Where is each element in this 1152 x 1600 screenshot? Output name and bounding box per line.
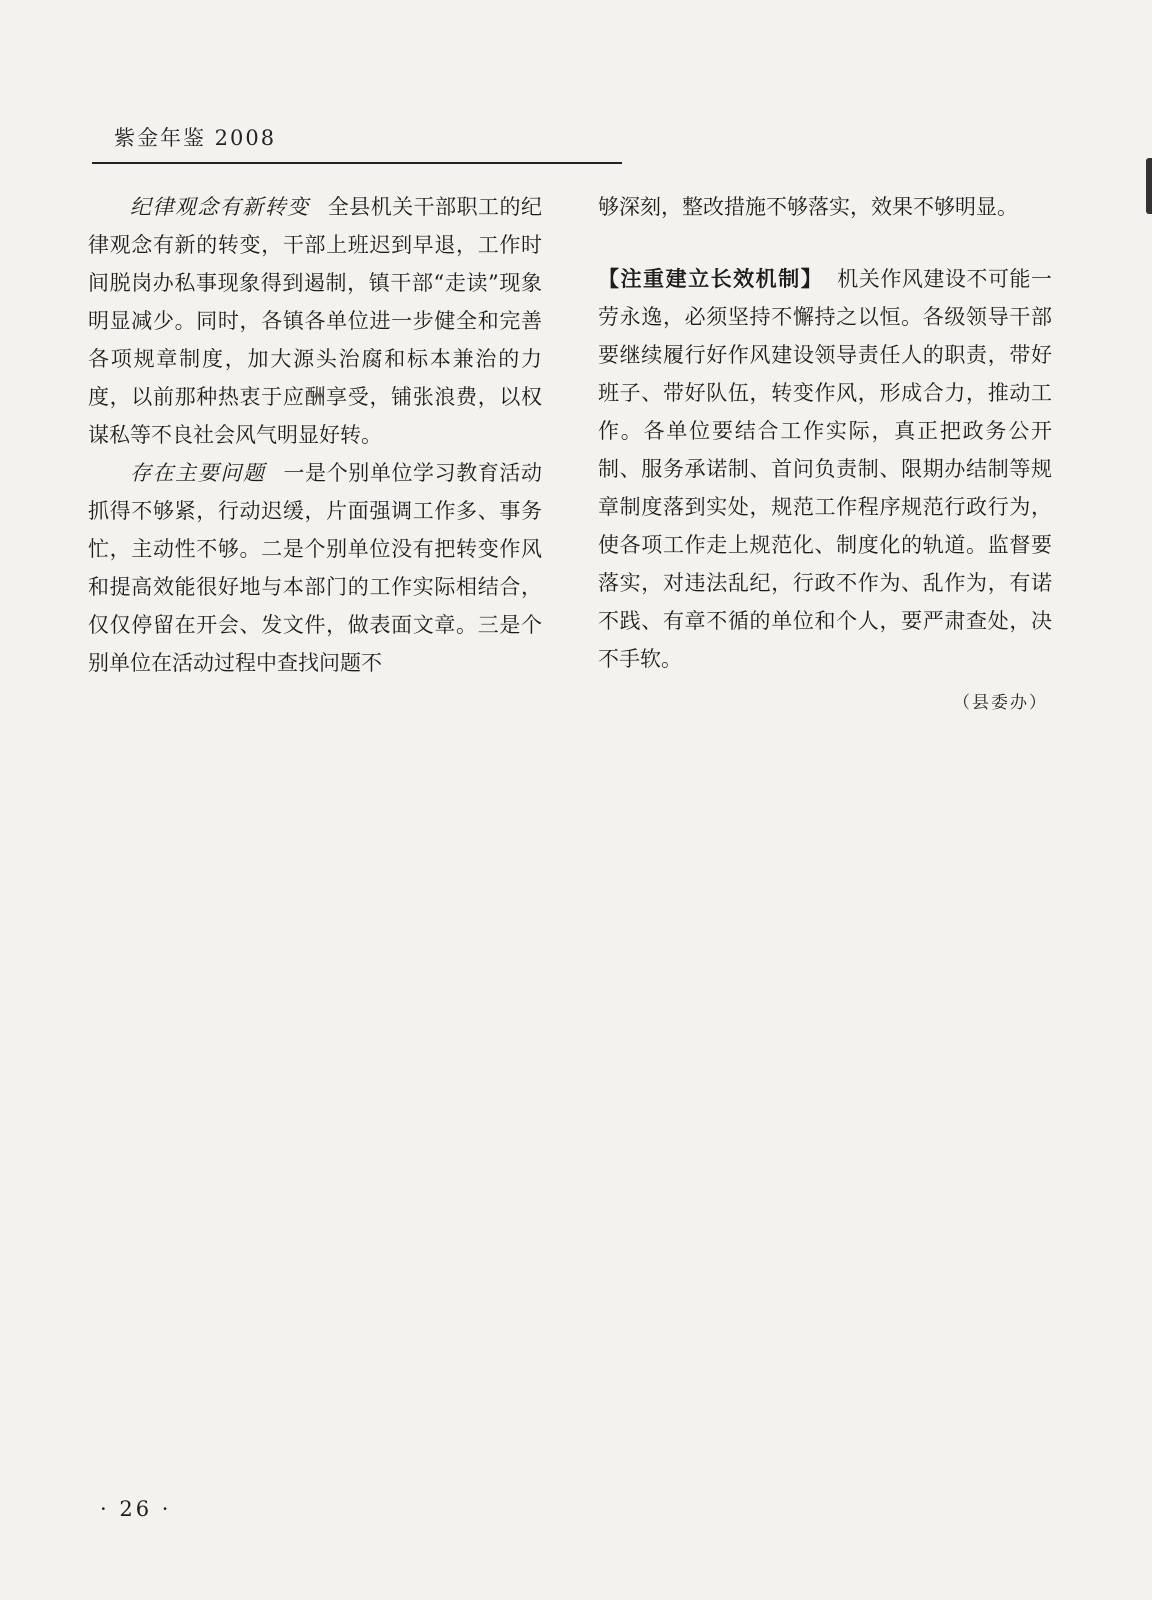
- section-heading-long-term-mechanism: 【注重建立长效机制】: [598, 267, 824, 291]
- right-column: [598, 188, 1052, 722]
- source-attribution: （县委办）: [953, 693, 1048, 713]
- section-text-problems: 一是个别单位学习教育活动抓得不够紧，行动迟缓，片面强调工作多、事务忙，主动性不够。二是个别单位没有把转变作风和提高效能很好地与本部门的工作实际相结合，仅仅停留在开会、发文件，做表面文章。三是个别单位在活动过程中查找问题不: [88, 461, 543, 675]
- page-number: · 26 ·: [100, 1497, 172, 1521]
- running-header: [92, 118, 622, 164]
- section-discipline: [88, 188, 542, 454]
- header-title: 紫金年鉴 2008: [114, 126, 277, 150]
- continued-text: 够深刻，整改措施不够落实，效果不够明显。: [598, 195, 1018, 219]
- section-problems: [88, 454, 542, 682]
- section-text-long-term-mechanism: 机关作风建设不可能一劳永逸，必须坚持不懈持之以恒。各级领导干部要继续履行好作风建设领导责任人的职责，带好班子、带好队伍，转变作风，形成合力，推动工作。各单位要结合工作实际，真正把政务公开制、服务承诺制、首问负责制、限期办结制等规章制度落到实处，规范工作程序规范行政行为，使各项工作走上规范化、制度化的轨道。监督要落实，对违法乱纪，行政不作为、乱作为，有诺不践、有章不循的单位和个人，要严肃查处，决不手软。: [598, 267, 1053, 671]
- section-heading-discipline: 纪律观念有新转变: [130, 195, 310, 219]
- section-text-discipline: 全县机关干部职工的纪律观念有新的转变，干部上班迟到早退，工作时间脱岗办私事现象得到遏制，镇干部“走读”现象明显减少。同时，各镇各单位进一步健全和完善各项规章制度，加大源头治腐和标本兼治的力度，以前那种热衷于应酬享受，铺张浪费，以权谋私等不良社会风气明显好转。: [88, 195, 543, 447]
- section-heading-problems: 存在主要问题: [130, 461, 266, 485]
- scan-edge-mark: [1146, 158, 1152, 214]
- section-long-term-mechanism: [598, 260, 1052, 678]
- paragraph-gap: [598, 226, 1052, 260]
- left-column: [88, 188, 542, 682]
